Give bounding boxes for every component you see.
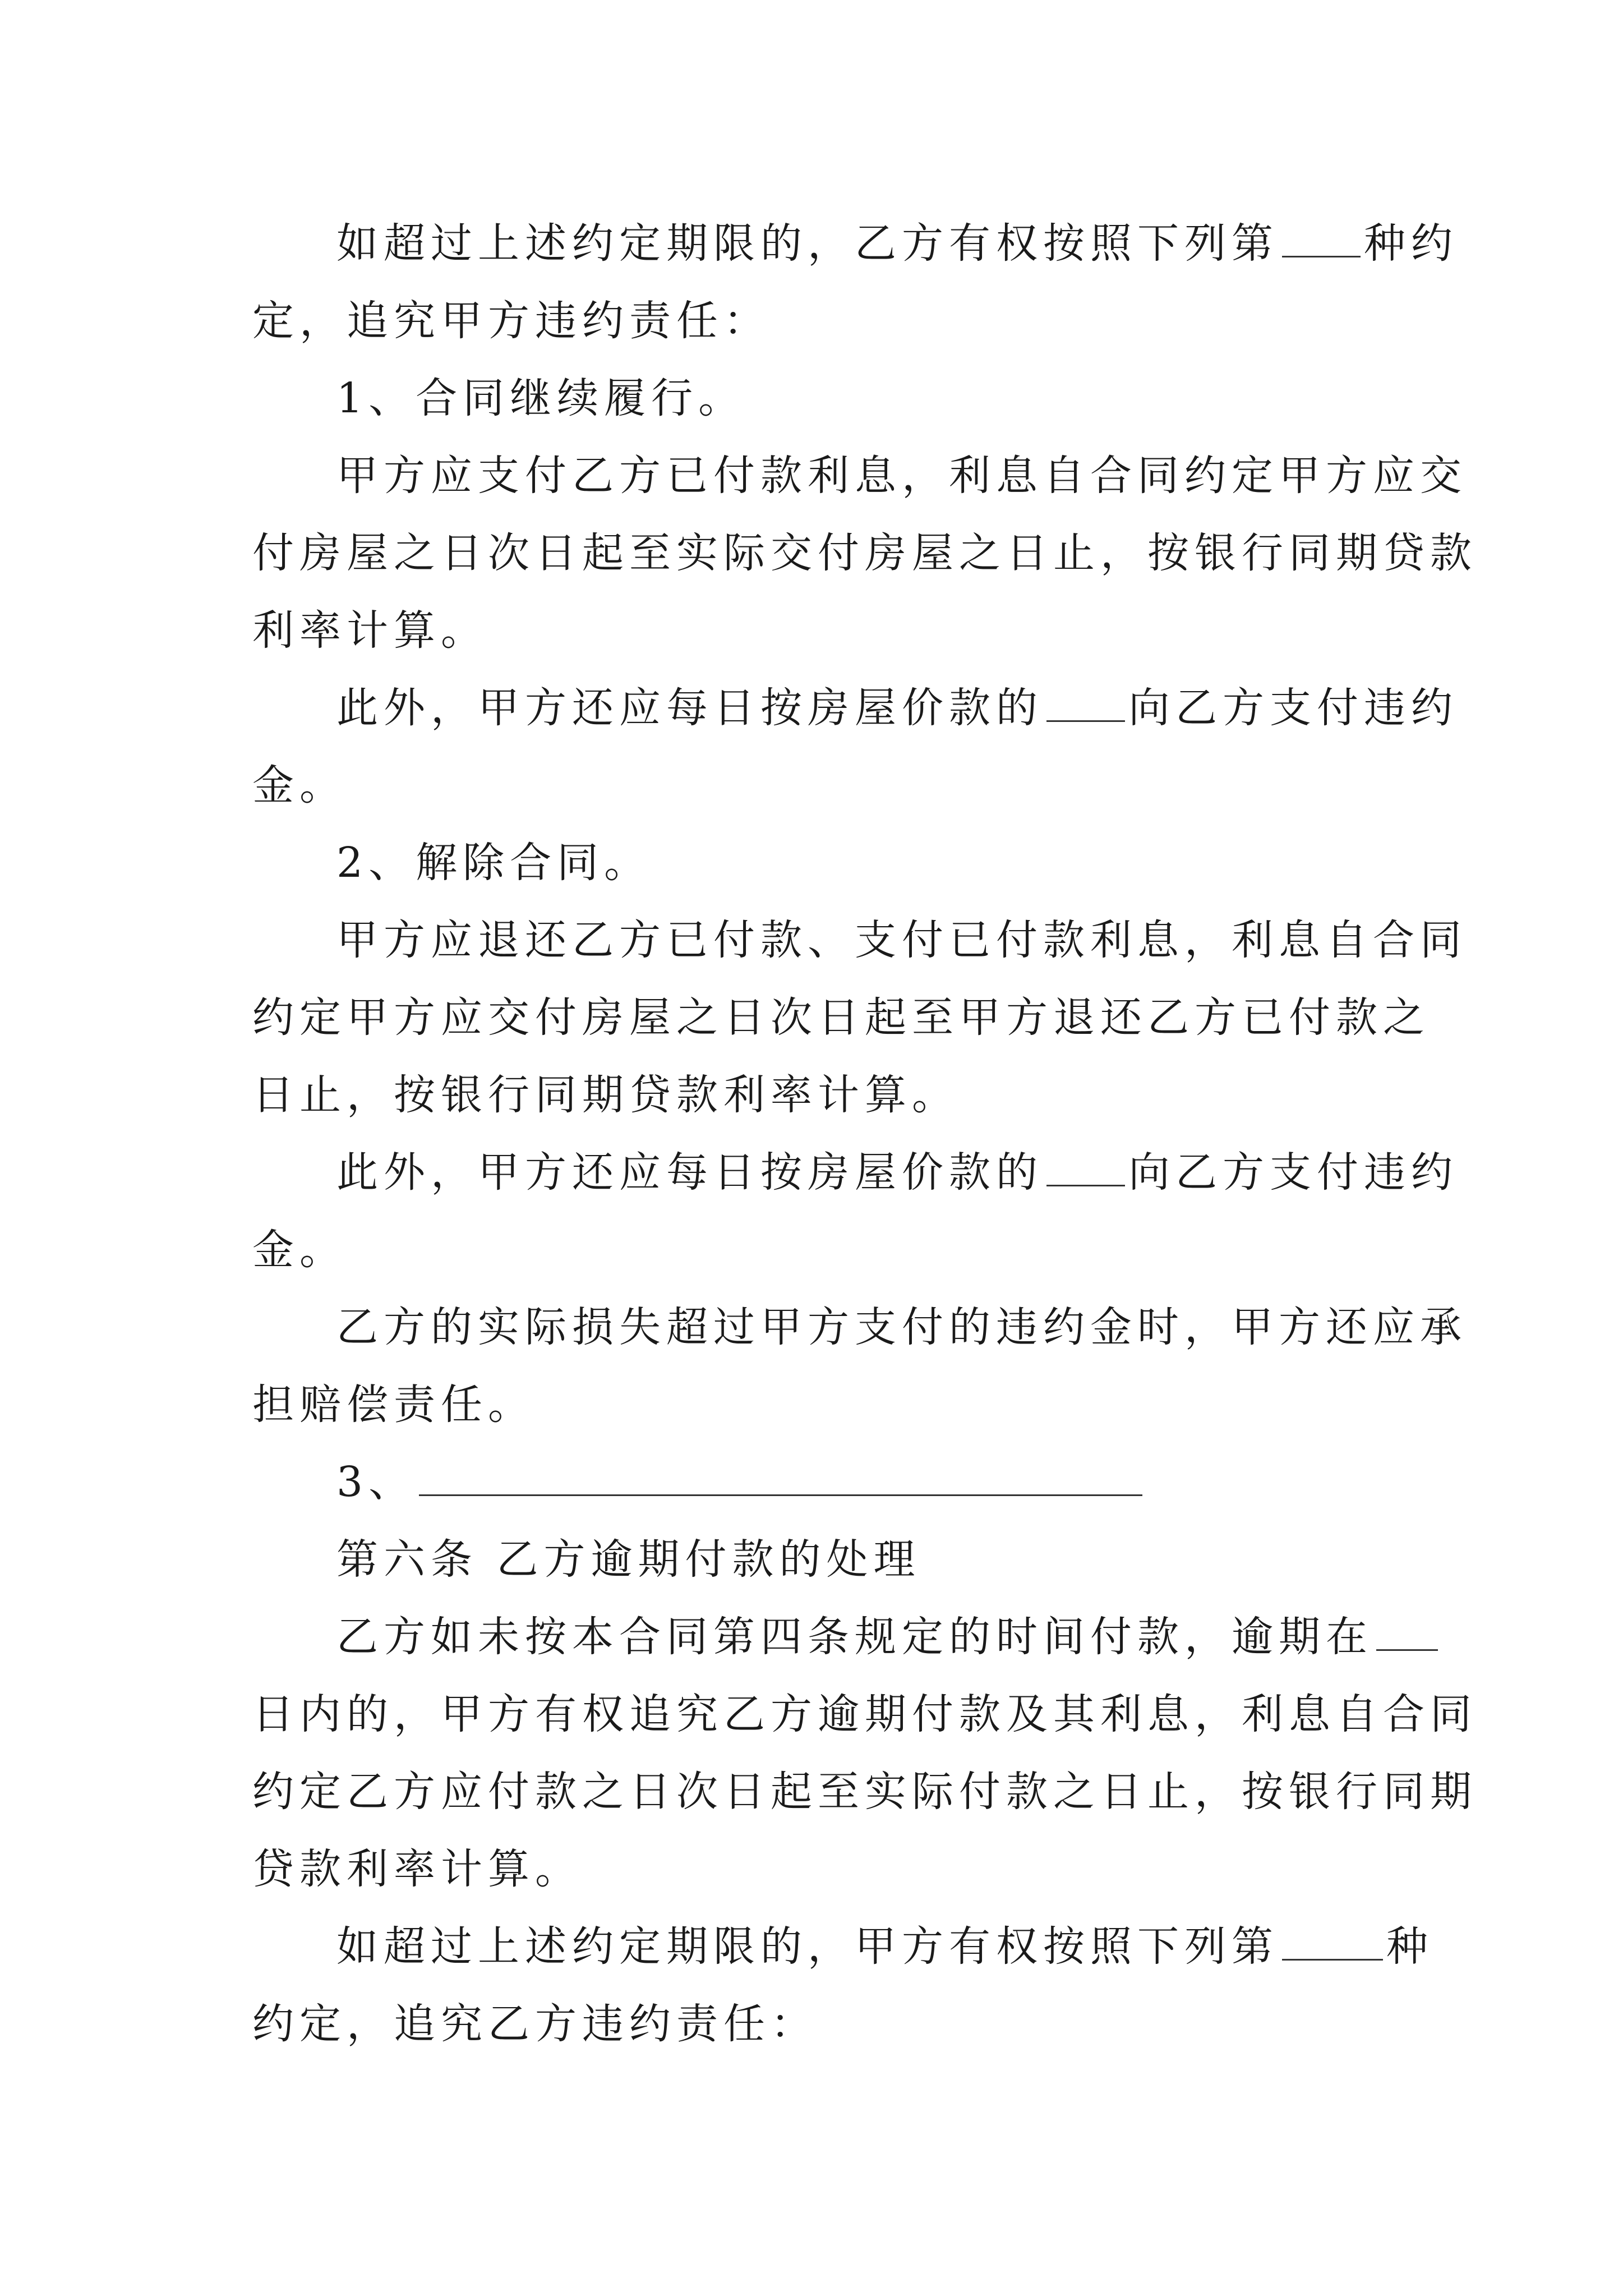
text: 种约: [1364, 219, 1458, 268]
paragraph-line: [252, 669, 1458, 747]
paragraph-line: 1、合同继续履行。: [336, 374, 746, 422]
text: 3、: [336, 1458, 416, 1506]
paragraph-line: 甲方应退还乙方已付款、支付已付款利息，利息自合同: [336, 916, 1467, 964]
text: 此外，甲方还应每日按房屋价款的: [336, 1148, 1043, 1197]
text: 乙方如未按本合同第四条规定的时间付款，逾期在: [336, 1613, 1373, 1661]
text: 如超过上述约定期限的，甲方有权按照下列第: [336, 1922, 1279, 1971]
paragraph-line: 付房屋之日次日起至实际交付房屋之日止，按银行同期贷款: [252, 529, 1477, 577]
text: 种: [1386, 1922, 1433, 1971]
text: 如超过上述约定期限的，乙方有权按照下列第: [336, 219, 1279, 268]
fill-blank: [1376, 1617, 1438, 1651]
paragraph-line: 日内的，甲方有权追究乙方逾期付款及其利息，利息自合同: [252, 1690, 1477, 1738]
text: 向乙方支付违约: [1128, 1148, 1458, 1197]
paragraph-line: 2、解除合同。: [336, 839, 652, 887]
paragraph-line: 金。: [252, 761, 347, 809]
paragraph-line: 定，追究甲方违约责任：: [252, 297, 771, 345]
paragraph-line: [252, 1443, 1391, 1521]
paragraph-line: [252, 205, 1458, 282]
fill-blank: [1046, 1152, 1125, 1186]
paragraph-line: 担赔偿责任。: [252, 1381, 535, 1429]
paragraph-line: 约定甲方应交付房屋之日次日起至甲方退还乙方已付款之: [252, 993, 1430, 1042]
section-heading: 第六条 乙方逾期付款的处理: [336, 1535, 921, 1584]
paragraph-line: 金。: [252, 1226, 347, 1274]
paragraph-line: 日止，按银行同期贷款利率计算。: [252, 1071, 959, 1119]
paragraph-line: [252, 1908, 1433, 1985]
paragraph-line: 乙方的实际损失超过甲方支付的违约金时，甲方还应承: [336, 1303, 1467, 1351]
paragraph-line: 贷款利率计算。: [252, 1845, 582, 1893]
fill-blank: [1282, 223, 1361, 257]
fill-blank: [1282, 1926, 1383, 1961]
text: 向乙方支付违约: [1128, 684, 1458, 732]
paragraph-line: [252, 1598, 1391, 1676]
paragraph-line: 甲方应支付乙方已付款利息，利息自合同约定甲方应交: [336, 452, 1467, 500]
paragraph-line: 约定，追究乙方违约责任：: [252, 2000, 818, 2048]
paragraph-line: 利率计算。: [252, 606, 488, 655]
text: 此外，甲方还应每日按房屋价款的: [336, 684, 1043, 732]
fill-blank: [419, 1462, 1142, 1496]
paragraph-line: [252, 1134, 1458, 1211]
paragraph-line: 约定乙方应付款之日次日起至实际付款之日止，按银行同期: [252, 1768, 1477, 1816]
fill-blank: [1046, 688, 1125, 722]
